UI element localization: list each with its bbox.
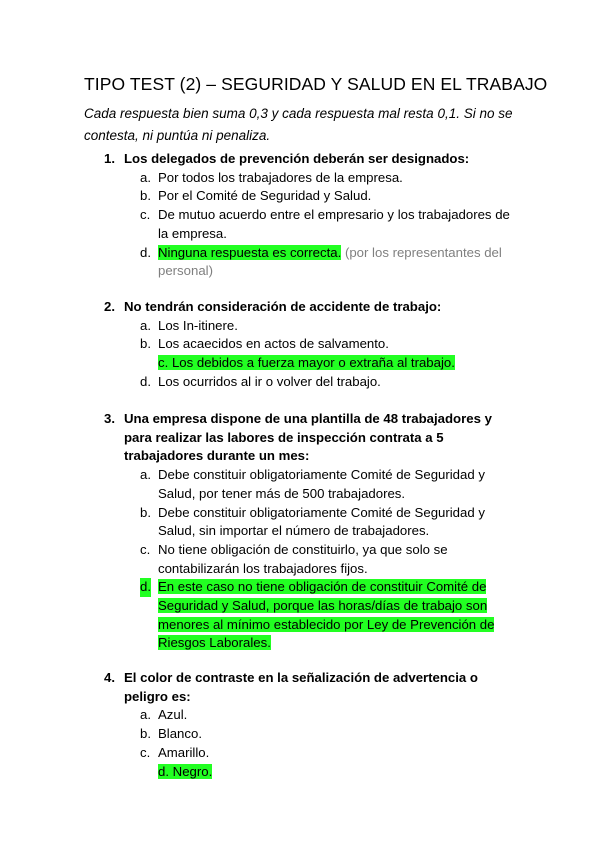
option-list xyxy=(140,169,514,281)
option-text: Los debidos a fuerza mayor o extraña al trabajo. xyxy=(171,355,455,371)
option-letter: c. xyxy=(158,355,169,371)
question-number: 1. xyxy=(104,151,115,166)
question-number: 2. xyxy=(104,299,115,314)
option-c xyxy=(140,744,524,763)
option-text: Por todos los trabajadores de la empresa. xyxy=(158,169,403,185)
question-2 xyxy=(104,298,514,392)
option-list xyxy=(140,317,514,392)
option-letter: d. xyxy=(140,244,151,260)
question-stem xyxy=(104,410,504,466)
question-stem xyxy=(104,669,524,706)
option-b xyxy=(140,335,514,354)
option-text: Blanco. xyxy=(158,726,202,742)
option-letter: d. xyxy=(140,373,151,389)
correct-answer-highlight: En este caso no tiene obligación de constituir Comité de Seguridad y Salud, porque las horas/días de trabajo son menores al mínimo establecido por Ley de Prevención de Riesgos Laborales. xyxy=(158,579,495,651)
option-letter: d. xyxy=(158,763,169,779)
question-text: Los delegados de prevención deberán ser designados: xyxy=(124,151,470,166)
question-text: Una empresa dispone de una plantilla de 48 trabajadores y para realizar las labores de inspección contrata a 5 trabajadores durante un mes: xyxy=(124,411,492,464)
question-3 xyxy=(104,410,504,653)
option-list xyxy=(140,706,524,781)
correct-answer-highlight xyxy=(158,355,455,370)
option-a xyxy=(140,466,504,503)
option-c xyxy=(140,206,514,243)
answer-note: (por los representantes del personal) xyxy=(158,244,502,279)
option-text: Debe constituir obligatoriamente Comité de Seguridad y Salud, sin importar el número de trabajadores. xyxy=(158,504,485,539)
intro-text: Cada respuesta bien suma 0,3 y cada respuesta mal resta 0,1. Si no se contesta, ni puntúa ni penaliza. xyxy=(84,106,513,143)
option-a xyxy=(140,317,514,336)
option-text: Debe constituir obligatoriamente Comité de Seguridad y Salud, por tener más de 500 trabajadores. xyxy=(158,467,485,501)
option-b xyxy=(140,187,514,206)
option-letter: a. xyxy=(140,467,151,483)
option-letter: b. xyxy=(140,188,151,204)
option-letter: a. xyxy=(140,169,151,185)
option-text: Negro. xyxy=(172,763,213,779)
question-stem xyxy=(104,150,514,169)
option-letter: b. xyxy=(140,726,151,742)
option-a xyxy=(140,169,514,188)
option-text: Azul. xyxy=(158,707,188,723)
question-1 xyxy=(104,150,514,281)
option-a xyxy=(140,706,524,725)
question-4 xyxy=(104,669,524,781)
option-letter: a. xyxy=(140,317,151,333)
option-list xyxy=(140,466,504,653)
option-text: Amarillo. xyxy=(158,744,210,760)
option-letter: d. xyxy=(140,578,151,597)
option-c xyxy=(140,541,504,578)
option-d xyxy=(140,578,504,653)
option-letter: c. xyxy=(140,744,151,760)
option-letter: b. xyxy=(140,336,151,352)
option-letter: c. xyxy=(140,541,151,557)
option-letter: a. xyxy=(140,707,151,723)
question-number: 4. xyxy=(104,670,115,685)
option-d xyxy=(140,373,514,392)
question-stem xyxy=(104,298,514,317)
option-b xyxy=(140,504,504,541)
option-b xyxy=(140,725,524,744)
option-c xyxy=(140,354,514,373)
option-letter: b. xyxy=(140,504,151,520)
option-text: De mutuo acuerdo entre el empresario y los trabajadores de la empresa. xyxy=(158,207,510,241)
question-number: 3. xyxy=(104,411,115,426)
page-title: TIPO TEST (2) – SEGURIDAD Y SALUD EN EL TRABAJO xyxy=(84,74,548,94)
option-d xyxy=(140,763,524,782)
question-text: El color de contraste en la señalización de advertencia o peligro es: xyxy=(124,670,478,704)
option-text: Los In-itinere. xyxy=(158,317,238,333)
option-d xyxy=(140,244,514,281)
option-text: No tiene obligación de constituirlo, ya que solo se contabilizarán los trabajadores fijos. xyxy=(158,541,448,576)
correct-answer-highlight xyxy=(158,764,212,779)
option-text: Por el Comité de Seguridad y Salud. xyxy=(158,188,372,204)
question-text: No tendrán consideración de accidente de trabajo: xyxy=(124,299,442,314)
option-text: Los ocurridos al ir o volver del trabajo. xyxy=(158,373,381,389)
correct-answer-highlight: Ninguna respuesta es correcta. xyxy=(158,244,342,260)
option-letter: c. xyxy=(140,207,151,223)
option-text: Los acaecidos en actos de salvamento. xyxy=(158,336,389,352)
